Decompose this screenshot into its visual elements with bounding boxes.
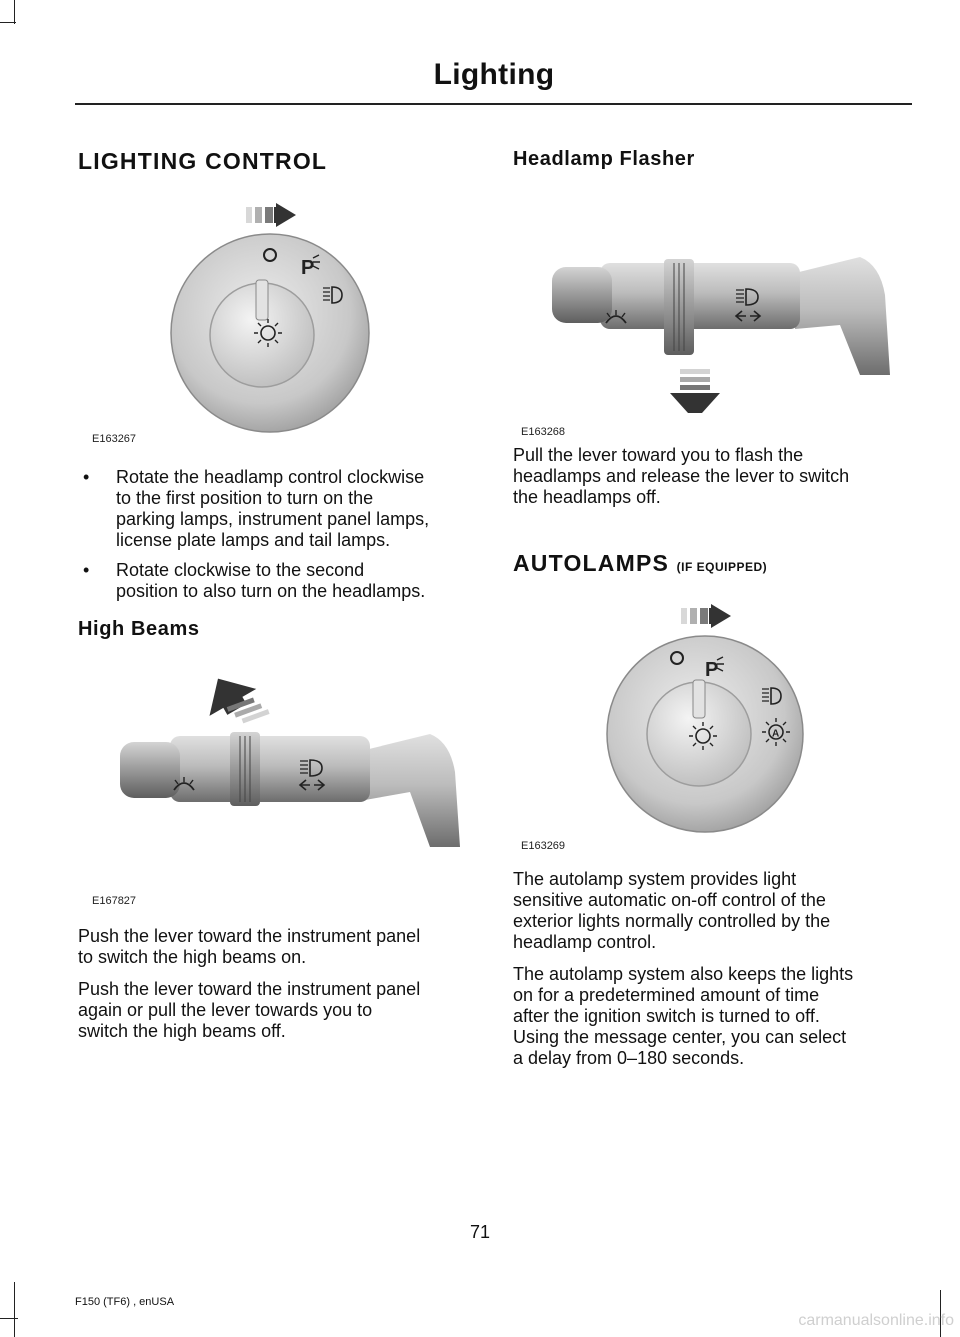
page-header-title: Lighting	[433, 58, 555, 91]
document-id: F150 (TF6) , enUSA	[75, 1296, 175, 1308]
list-item: • Rotate clockwise to the second position to also turn on the headlamps.	[83, 560, 426, 601]
paragraph: Pull the lever toward you to flash the headlamps and release the lever to switch the headlamps off.	[513, 445, 850, 507]
figure-code: E167827	[92, 895, 137, 907]
crop-mark-bottom-left	[14, 1282, 15, 1337]
section-title-autolamps: AUTOLAMPS (IF EQUIPPED)	[513, 550, 768, 576]
subsection-title-high-beams: High Beams	[78, 618, 200, 640]
list-item: • Rotate the headlamp control clockwise to the first position to turn on the parking lamps, instrument panel lamps, license plate lamps and tail lamps.	[83, 467, 430, 550]
header-rule	[75, 103, 912, 105]
rotate-arrow-icon	[246, 203, 296, 227]
figure-autolamp-dial	[595, 598, 815, 838]
figure-lever-pull	[540, 245, 900, 420]
figure-code: E163269	[521, 840, 566, 852]
crop-mark-top-left-h	[0, 22, 16, 23]
figure-headlamp-dial	[160, 195, 380, 445]
svg-text:P: P	[301, 257, 315, 279]
figure-lever-push	[110, 672, 470, 862]
crop-mark-top-left-v	[14, 0, 15, 24]
pull-arrow-icon	[670, 369, 720, 413]
svg-text:P: P	[705, 659, 719, 681]
page-number: 71	[470, 1222, 491, 1242]
figure-code: E163268	[521, 426, 566, 438]
paragraph: Push the lever toward the instrument panel again or pull the lever towards you to switch the high beams off.	[78, 979, 421, 1041]
subsection-title-headlamp-flasher: Headlamp Flasher	[513, 148, 695, 170]
paragraph: The autolamp system provides light sensitive automatic on-off control of the exterior lights normally controlled by the headlamp control.	[513, 869, 831, 952]
watermark: carmanualsonline.info	[798, 1312, 954, 1329]
svg-text:A: A	[772, 728, 780, 740]
push-arrow-icon	[195, 665, 269, 724]
rotate-arrow-icon	[681, 604, 731, 628]
section-title-lighting-control: LIGHTING CONTROL	[78, 148, 328, 174]
paragraph: The autolamp system also keeps the lights on for a predetermined amount of time after the ignition switch is turned to off. Using the message center, you can select a delay from 0–180 seconds.	[513, 964, 854, 1068]
crop-mark-bottom-left-h	[0, 1318, 18, 1319]
figure-code: E163267	[92, 433, 137, 445]
paragraph: Push the lever toward the instrument panel to switch the high beams on.	[78, 926, 421, 967]
